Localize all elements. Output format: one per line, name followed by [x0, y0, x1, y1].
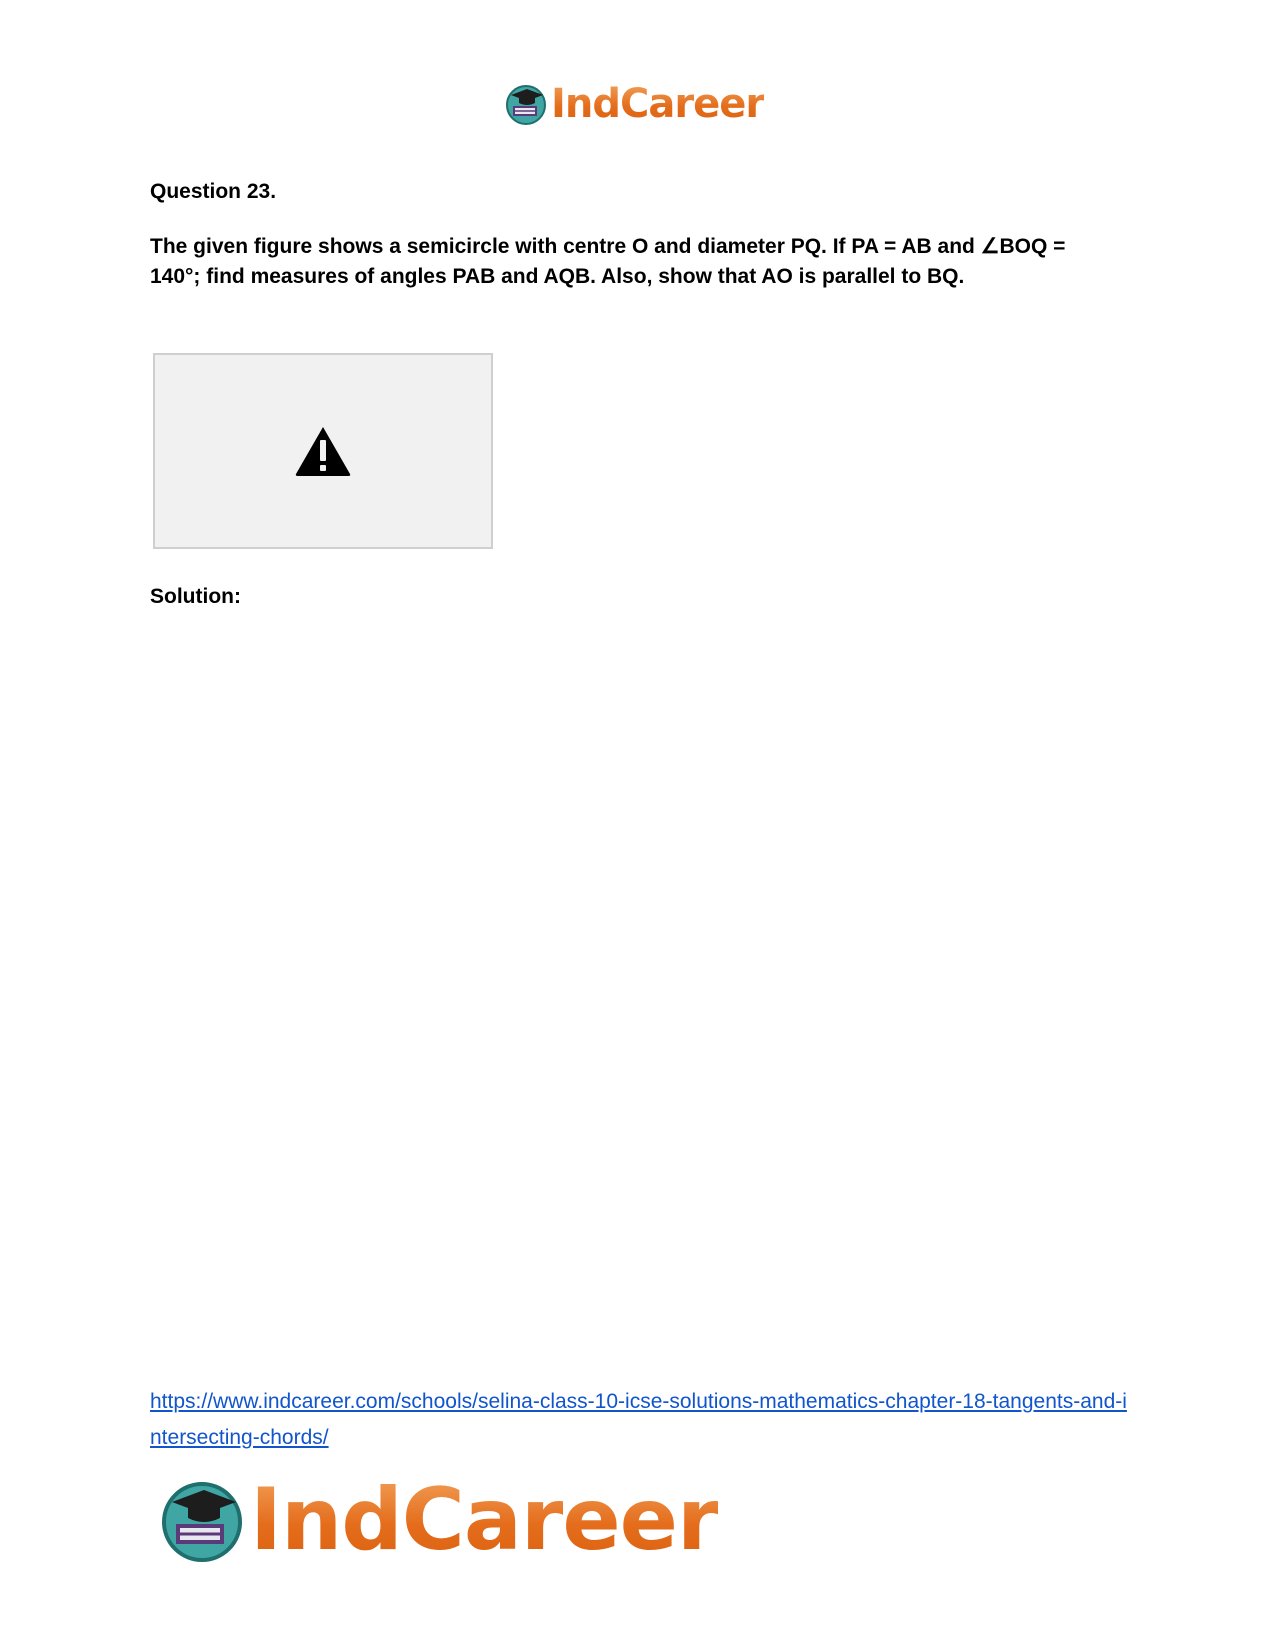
question-title: Question 23. [150, 180, 277, 203]
logo-text: IndCareer [250, 1470, 719, 1570]
figure-placeholder [153, 353, 493, 549]
question-body: The given figure shows a semicircle with centre O and diameter PQ. If PA = AB and ∠BOQ = 140°; find measures of angles PAB and AQB. Also, show that AO is parallel to BQ. [150, 235, 1066, 288]
logo-globe-icon [505, 83, 547, 125]
solution-label: Solution: [150, 585, 241, 608]
logo-text: IndCareer [551, 81, 765, 127]
header-logo [505, 82, 764, 126]
source-link[interactable]: https://www.indcareer.com/schools/selina-class-10-icse-solutions-mathematics-chapter-18-tangents-and-intersecting-chords/ [150, 1390, 1127, 1449]
logo-globe-icon [160, 1478, 244, 1562]
warning-icon [294, 425, 352, 477]
footer-logo [160, 1470, 718, 1570]
